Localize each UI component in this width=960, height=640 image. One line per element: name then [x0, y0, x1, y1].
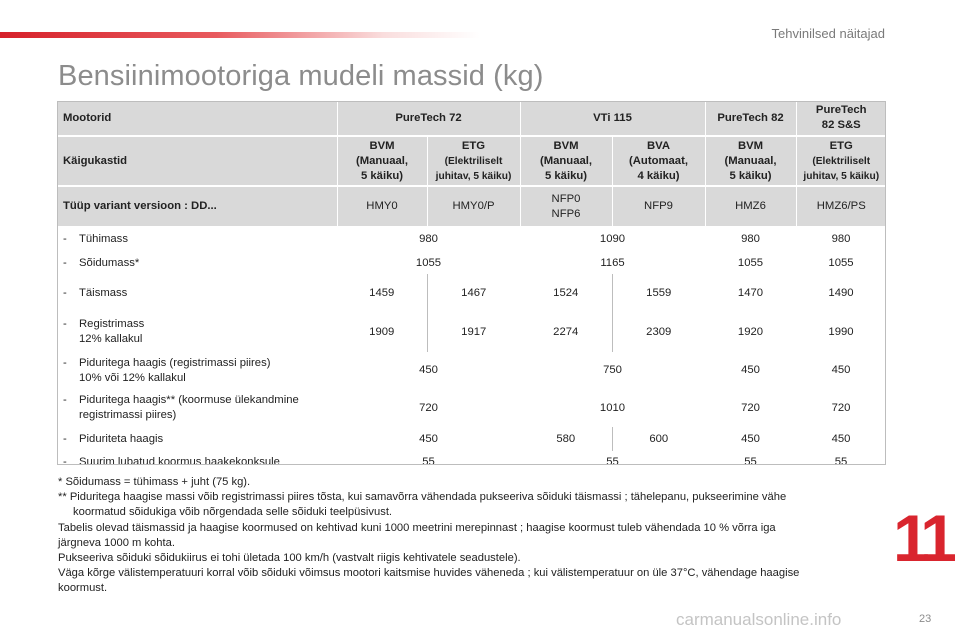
value-cell: 450: [796, 352, 886, 389]
row-label: [57, 274, 337, 312]
row-label: [57, 451, 337, 473]
engine-vti-115: VTi 115: [520, 101, 705, 136]
table-row: [57, 226, 886, 252]
row-dash: -: [63, 356, 67, 369]
value-cell: 55: [520, 451, 705, 473]
row-label-text: Piduritega haagis (registrimassi piires): [79, 356, 271, 369]
value-cell: 450: [705, 427, 796, 451]
footnote: Väga kõrge välistemperatuuri korral võib sõiduki võimsus mootori kaitsmise huvides väheneda ; kui välistemperatuur on üle 37°C, vähendage haagise: [58, 567, 800, 580]
value-cell: 1917: [427, 312, 520, 352]
variant-code: NFP6: [551, 207, 581, 220]
variant-label: Tüüp variant versioon : DD...: [57, 186, 337, 226]
footnote: ** Piduritega haagise massi võib registrimassi piires tõsta, kui samavõrra vähendada pukseeriva sõiduki täismassi ; tähelepanu, pukseerimine vähe: [58, 491, 787, 504]
table-row: [57, 427, 886, 451]
page-title: Bensiinimootoriga mudeli massid (kg): [58, 60, 544, 92]
gearbox-cell: [796, 136, 886, 186]
table-row: [57, 252, 886, 274]
gearbox-cell: [612, 136, 705, 186]
row-dash: -: [63, 256, 67, 269]
variant-cell: HMZ6/PS: [796, 186, 886, 226]
value-cell: 450: [337, 352, 520, 389]
row-label-text: Tühimass: [79, 232, 128, 245]
value-cell: 720: [796, 389, 886, 427]
page-number: 23: [919, 613, 932, 625]
value-cell: 450: [337, 427, 520, 451]
value-cell: 1990: [796, 312, 886, 352]
gearbox-desc: 4 käiku): [637, 169, 680, 182]
variant-cell: [520, 186, 612, 226]
table-row: [57, 389, 886, 427]
header-accent-bar: [0, 32, 480, 38]
row-label: [57, 389, 337, 427]
gearbox-desc: (Elektriliselt: [444, 155, 503, 167]
gearbox-desc: 5 käiku): [544, 169, 588, 182]
gearbox-code: BVM: [553, 139, 579, 152]
row-dash: -: [63, 455, 67, 468]
row-label-sub: registrimassi piires): [79, 409, 177, 421]
value-cell: 750: [520, 352, 705, 389]
row-dash: -: [63, 318, 67, 330]
gearbox-desc: (Manuaal,: [355, 154, 409, 167]
row-label-text: Suurim lubatud koormus haakekonksule: [79, 455, 280, 468]
value-cell: 1909: [337, 312, 427, 352]
engines-row: [57, 101, 886, 136]
table-row: [57, 274, 886, 312]
row-label-sub: 12% kallakul: [79, 333, 143, 345]
variant-cell: HMY0: [337, 186, 427, 226]
row-label: [57, 312, 337, 352]
variant-code: NFP0: [551, 192, 581, 205]
table-row: [57, 451, 886, 473]
gearbox-desc: juhitav, 5 käiku): [435, 170, 512, 182]
row-dash: -: [63, 286, 67, 299]
gearbox-label: Käigukastid: [57, 136, 337, 186]
footnote-continued: koormatud sõidukiga võib nõrgendada selle sõiduki teelpüsivust.: [73, 506, 393, 519]
gearbox-row: [57, 136, 886, 186]
engines-label: Mootorid: [57, 101, 337, 136]
chapter-number: 11: [893, 501, 951, 575]
row-dash: -: [63, 432, 67, 445]
row-label-sub: 10% või 12% kallakul: [79, 371, 186, 384]
value-cell: 450: [796, 427, 886, 451]
footnote: Pukseeriva sõiduki sõidukiirus ei tohi ületada 100 km/h (vastvalt riigis kehtivatele seadustele).: [58, 552, 521, 565]
gearbox-desc: juhitav, 5 käiku): [803, 170, 880, 182]
row-label: [57, 226, 337, 252]
gearbox-desc: (Manuaal,: [724, 154, 777, 167]
row-label: [57, 352, 337, 389]
value-cell: 1165: [520, 252, 705, 274]
footnote-continued: koormust.: [58, 582, 108, 595]
row-label-text: Täismass: [79, 286, 128, 299]
gearbox-desc: 5 käiku): [360, 169, 404, 182]
value-cell: 1470: [705, 274, 796, 312]
value-cell: 1459: [337, 274, 427, 312]
table-row: [57, 352, 886, 389]
footnote: Tabelis olevad täismassid ja haagise koormused on kehtivad kuni 1000 meetrini merepinnast ; haagise koormust tuleb vähendada 10 % võrra iga: [58, 521, 776, 534]
value-cell: 55: [796, 451, 886, 473]
row-dash: -: [63, 394, 67, 406]
engine-puretech-82: PureTech 82: [705, 101, 796, 136]
value-cell: 55: [337, 451, 520, 473]
value-cell: 1920: [705, 312, 796, 352]
value-cell: 1055: [705, 252, 796, 274]
value-cell: 1055: [796, 252, 886, 274]
row-dash: -: [63, 232, 67, 245]
value-cell: 980: [337, 226, 520, 252]
gearbox-code: BVM: [369, 139, 395, 152]
row-label-text: Sõidumass*: [79, 256, 140, 269]
value-cell: 1010: [520, 389, 705, 427]
row-label: [57, 427, 337, 451]
value-cell: 2309: [612, 312, 705, 352]
value-cell: 600: [612, 427, 705, 451]
value-cell: 1055: [337, 252, 520, 274]
gearbox-cell: [705, 136, 796, 186]
footnote-continued: järgneva 1000 m kohta.: [58, 536, 175, 549]
mass-table: [57, 101, 886, 473]
value-cell: 1090: [520, 226, 705, 252]
value-cell: 580: [520, 427, 612, 451]
value-cell: 1524: [520, 274, 612, 312]
gearbox-cell: [427, 136, 520, 186]
variant-cell: HMY0/P: [427, 186, 520, 226]
value-cell: 720: [337, 389, 520, 427]
value-cell: 720: [705, 389, 796, 427]
gearbox-cell: [337, 136, 427, 186]
gearbox-code: BVA: [646, 139, 670, 152]
gearbox-code: ETG: [461, 139, 486, 152]
value-cell: 1467: [427, 274, 520, 312]
gearbox-desc: 5 käiku): [729, 169, 772, 182]
footnotes: [58, 475, 888, 597]
value-cell: 1490: [796, 274, 886, 312]
gearbox-desc: (Manuaal,: [539, 154, 593, 167]
variant-cell: HMZ6: [705, 186, 796, 226]
value-cell: 1559: [612, 274, 705, 312]
gearbox-cell: [520, 136, 612, 186]
row-label-text: Registrimass: [79, 318, 145, 330]
variant-cell: NFP9: [612, 186, 705, 226]
value-cell: 450: [705, 352, 796, 389]
engine-puretech-72: PureTech 72: [337, 101, 520, 136]
gearbox-desc: (Elektriliselt: [812, 155, 871, 167]
gearbox-code: ETG: [829, 139, 853, 152]
section-label: Tehvinilsed näitajad: [771, 26, 885, 41]
value-cell: 980: [796, 226, 886, 252]
gearbox-code: BVM: [737, 139, 764, 152]
row-label-text: Piduriteta haagis: [79, 432, 164, 445]
row-label: [57, 252, 337, 274]
watermark: carmanualsonline.info: [676, 610, 842, 629]
engine-puretech-82-ss: PureTech 82 S&S: [796, 101, 886, 136]
table-row: [57, 312, 886, 352]
footnote: * Sõidumass = tühimass + juht (75 kg).: [58, 476, 251, 488]
value-cell: 980: [705, 226, 796, 252]
row-label-text: Piduritega haagis** (koormuse ülekandmine: [79, 394, 299, 406]
variant-row: [57, 186, 886, 226]
value-cell: 55: [705, 451, 796, 473]
value-cell: 2274: [520, 312, 612, 352]
gearbox-desc: (Automaat,: [629, 154, 688, 167]
